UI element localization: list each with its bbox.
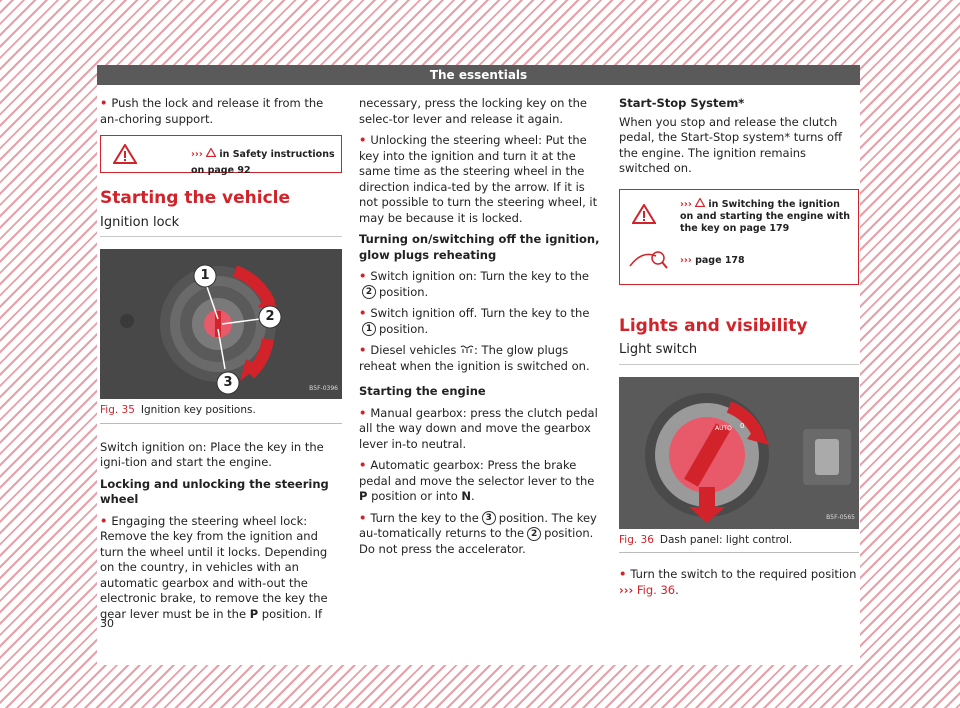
ref-end: .	[675, 582, 679, 597]
figure-caption-2	[619, 529, 859, 554]
figure-caption-text: Ignition key positions.	[140, 404, 256, 416]
bullet-on: Switch ignition on: Turn the key to the	[370, 269, 589, 283]
subheading-start: Starting the engine	[359, 384, 486, 398]
warning-small-icon	[206, 148, 216, 157]
link-fig-36[interactable]: Fig. 36	[636, 582, 676, 597]
link-arrows: ›››	[619, 582, 634, 597]
warning-icon	[632, 204, 656, 224]
bullet-turn: Turn the key to the	[370, 510, 479, 525]
figure-caption	[100, 399, 342, 424]
label-auto: AUTO	[715, 424, 732, 432]
figure-code: B5F-0396	[309, 384, 338, 392]
light-switch-illustration	[619, 377, 859, 529]
callout-2: 2	[265, 309, 275, 324]
callout-1: 1	[200, 268, 210, 283]
section-title-lights: Lights and visibility	[619, 315, 808, 336]
bold-p-2: P	[359, 489, 368, 503]
warning-icon	[113, 144, 137, 164]
link-arrows: ›››	[680, 198, 692, 210]
bullet-turn-end: position. Do not press the accelerator.	[359, 526, 594, 556]
section-title: Starting the vehicle	[100, 188, 291, 208]
subsection-title: Ignition lock	[100, 215, 342, 238]
ignition-illustration	[100, 249, 342, 399]
num-badge-2: 2	[362, 285, 376, 299]
figure-ignition	[100, 249, 342, 399]
column-1	[100, 96, 342, 628]
bullet-unlock: Unlocking the steering wheel: Put the key into the ignition and turn it at the same time as the steering wheel in the direction indica-ted by the arrow. If it is not possible to turn the steering wheel, it may be because it is locked.	[359, 133, 598, 225]
warning-text-ignition[interactable]: in Switching the ignition on and starting the engine with the key on page 179	[680, 198, 851, 234]
subsection-light-switch: Light switch	[619, 342, 859, 365]
bullet-turn-switch: Turn the switch to the required position	[630, 567, 857, 581]
num-badge-2b: 2	[527, 527, 541, 541]
bullet-diesel-end: : The glow plugs reheat when the ignition is switched on.	[359, 343, 590, 373]
para-start-stop: When you stop and release the clutch pedal, the Start-Stop system* turns off the engine. The ignition remains switched on.	[619, 114, 842, 175]
warning-small-icon	[695, 198, 705, 207]
figure-caption-text-2: Dash panel: light control.	[659, 533, 793, 546]
bullet-engage-end: position. If	[261, 606, 323, 621]
bold-n: N	[461, 489, 472, 503]
bullet-auto-end: .	[471, 489, 475, 503]
label-zero: 0	[740, 421, 745, 430]
figure-code-2: B5F-0565	[826, 514, 855, 521]
bullet-manual: Manual gearbox: press the clutch pedal all the way down and move the gearbox lever in-to neutral.	[359, 405, 598, 451]
num-badge-1: 1	[362, 322, 376, 336]
link-arrows: ›››	[191, 149, 203, 160]
bold-p: P	[249, 606, 259, 621]
glow-plug-icon	[460, 345, 474, 354]
para-continue: necessary, press the locking key on the selec-tor lever and release it again.	[359, 96, 587, 126]
bullet-auto-mid: position or into	[371, 489, 458, 503]
callout-3: 3	[223, 375, 233, 390]
warning-box-2	[619, 189, 859, 285]
environment-icon	[628, 246, 668, 270]
bullet-off: Switch ignition off. Turn the key to the	[370, 306, 590, 320]
bullet-turn-mid: position. The key au-tomatically returns to the	[359, 510, 597, 540]
header-title: The essentials	[97, 65, 860, 85]
subheading-start-stop: Start-Stop System*	[619, 96, 745, 110]
link-arrows: ›››	[680, 254, 692, 266]
page-number: 30	[100, 617, 114, 630]
figure-number: Fig. 35	[100, 404, 135, 416]
figure-light-switch	[619, 377, 859, 529]
bullet-on-end: position.	[379, 284, 429, 299]
bullet-push-lock: • Push the lock and release it from the an-choring support.	[100, 96, 323, 126]
column-2	[359, 96, 601, 563]
bullet-diesel: Diesel vehicles	[370, 343, 457, 357]
bullet-off-end: position.	[379, 321, 429, 336]
para-switch-on: Switch ignition on: Place the key in the igni-tion and start the engine.	[100, 439, 324, 469]
subheading-lock: Locking and unlocking the steering wheel	[100, 476, 329, 506]
num-badge-3: 3	[482, 511, 496, 525]
figure-number-2: Fig. 36	[619, 533, 654, 546]
warning-text-page[interactable]: page 178	[695, 254, 745, 266]
warning-text[interactable]: in Safety instructions on page 92	[191, 149, 335, 176]
bullet-engage-lock: Engaging the steering wheel lock: Remove the key from the ignition and turn the wheel until it locks. Depending on the country, in vehicles with an automatic gearbox and with-out the electronic brake, to remove the key the gear lever must be in the	[100, 513, 328, 621]
bullet-auto: Automatic gearbox: Press the brake pedal and move the selector lever to the	[359, 458, 595, 488]
subheading-ignition: Turning on/switching off the ignition, glow plugs reheating	[359, 232, 600, 262]
warning-box	[100, 135, 342, 176]
column-3	[619, 96, 859, 604]
